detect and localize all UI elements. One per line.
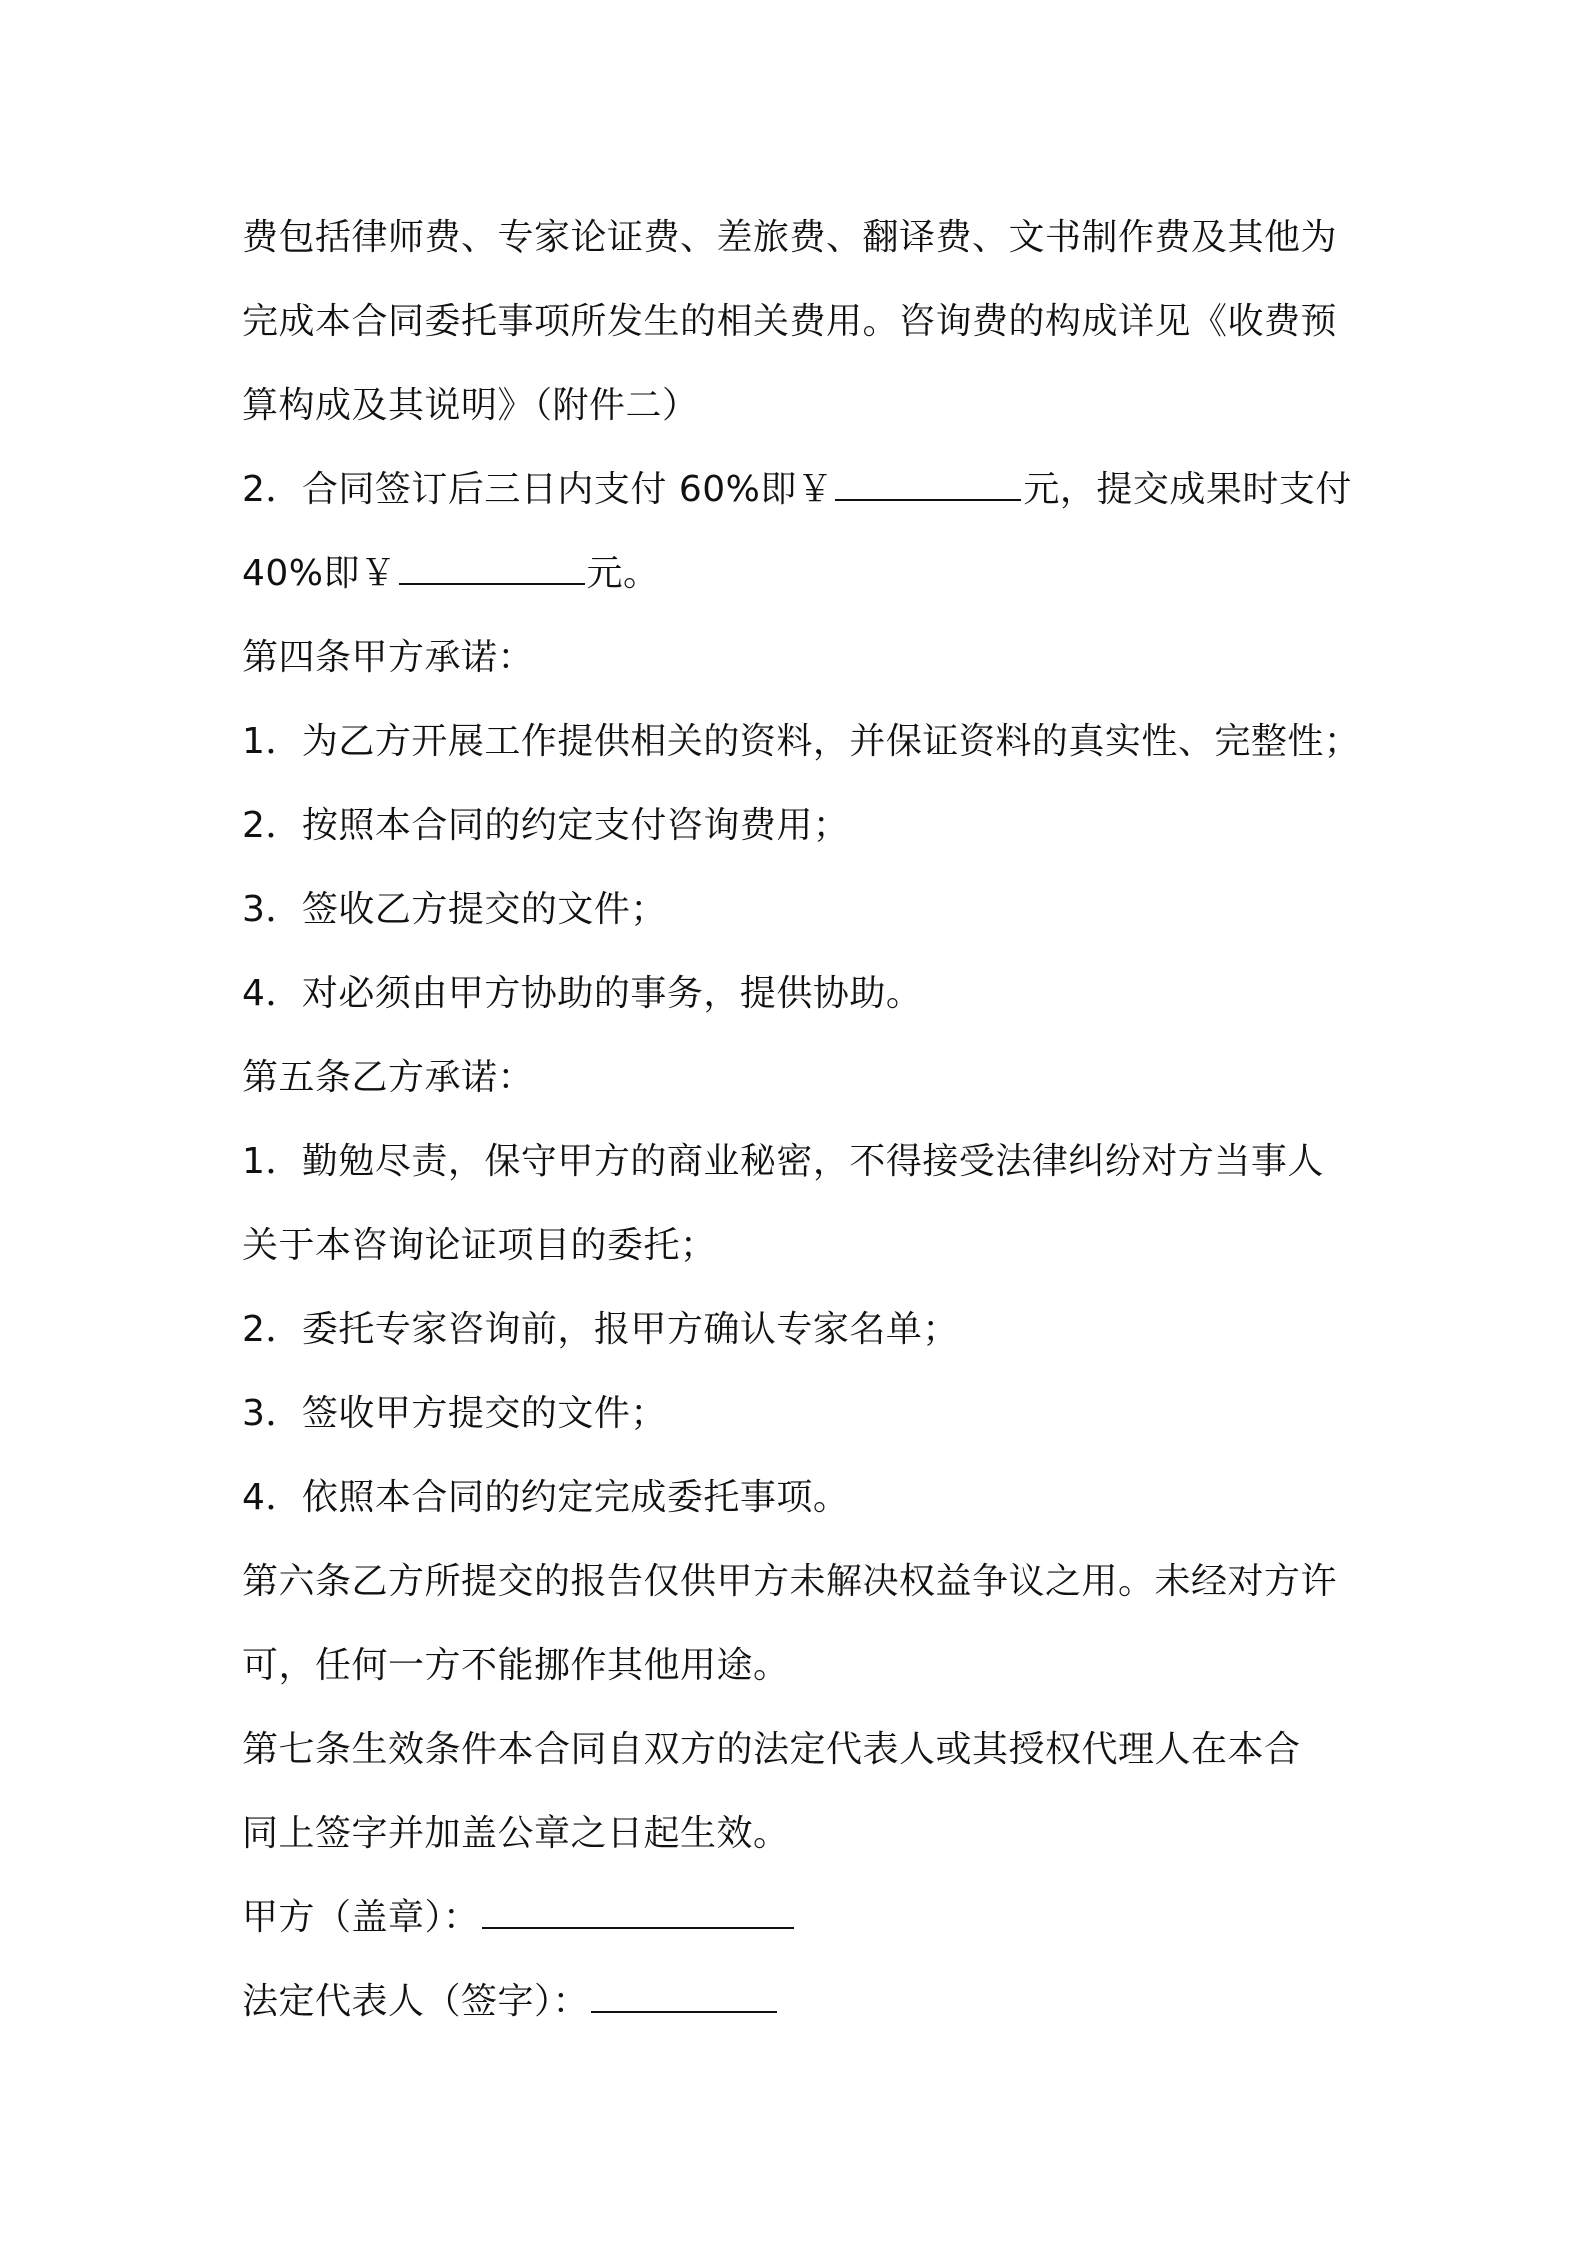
paragraph-line: 完成本合同委托事项所发生的相关费用。咨询费的构成详见《收费预 [242, 301, 1338, 342]
signature-label: 甲方（盖章）： [242, 1897, 480, 1938]
paragraph-line: 费包括律师费、专家论证费、差旅费、翻译费、文书制作费及其他为 [242, 217, 1338, 258]
list-item: 2．按照本合同的约定支付咨询费用； [242, 805, 850, 846]
document-body [242, 196, 1362, 2044]
article-5-title: 第五条乙方承诺： [242, 1057, 535, 1098]
payment-text-post: 元。 [586, 553, 660, 594]
signature-label: 法定代表人（签字）： [242, 1981, 590, 2022]
article-4-title: 第四条甲方承诺： [242, 637, 535, 678]
article-7-line: 第七条生效条件本合同自双方的法定代表人或其授权代理人在本合 [242, 1729, 1301, 1770]
payment-line-2 [242, 532, 1362, 616]
signature-blank [482, 1897, 794, 1929]
payment-line-1 [242, 448, 1362, 532]
payment-text-pre: 2．合同签订后三日内支付 60%即￥ [242, 469, 834, 510]
signature-blank [591, 1981, 777, 2013]
article-6-line: 第六条乙方所提交的报告仅供甲方未解决权益争议之用。未经对方许 [242, 1561, 1338, 1602]
payment-text-post: 元，提交成果时支付 [1023, 469, 1352, 510]
list-item: 关于本咨询论证项目的委托； [242, 1225, 717, 1266]
list-item: 4．对必须由甲方协助的事务，提供协助。 [242, 973, 923, 1014]
list-item: 1．为乙方开展工作提供相关的资料，并保证资料的真实性、完整性； [242, 721, 1361, 762]
list-item: 1．勤勉尽责，保守甲方的商业秘密，不得接受法律纠纷对方当事人 [242, 1141, 1324, 1182]
list-item: 3．签收乙方提交的文件； [242, 889, 667, 930]
amount-blank [399, 553, 585, 585]
amount-blank [835, 469, 1021, 501]
list-item: 2．委托专家咨询前，报甲方确认专家名单； [242, 1309, 959, 1350]
signature-party-a [242, 1876, 1362, 1960]
signature-representative [242, 1960, 1362, 2044]
payment-text-pre: 40%即￥ [242, 553, 397, 594]
list-item: 4．依照本合同的约定完成委托事项。 [242, 1477, 850, 1518]
list-item: 3．签收甲方提交的文件； [242, 1393, 667, 1434]
article-6-line: 可，任何一方不能挪作其他用途。 [242, 1645, 790, 1686]
paragraph-line: 算构成及其说明》（附件二） [242, 385, 699, 426]
article-7-line: 同上签字并加盖公章之日起生效。 [242, 1813, 790, 1854]
